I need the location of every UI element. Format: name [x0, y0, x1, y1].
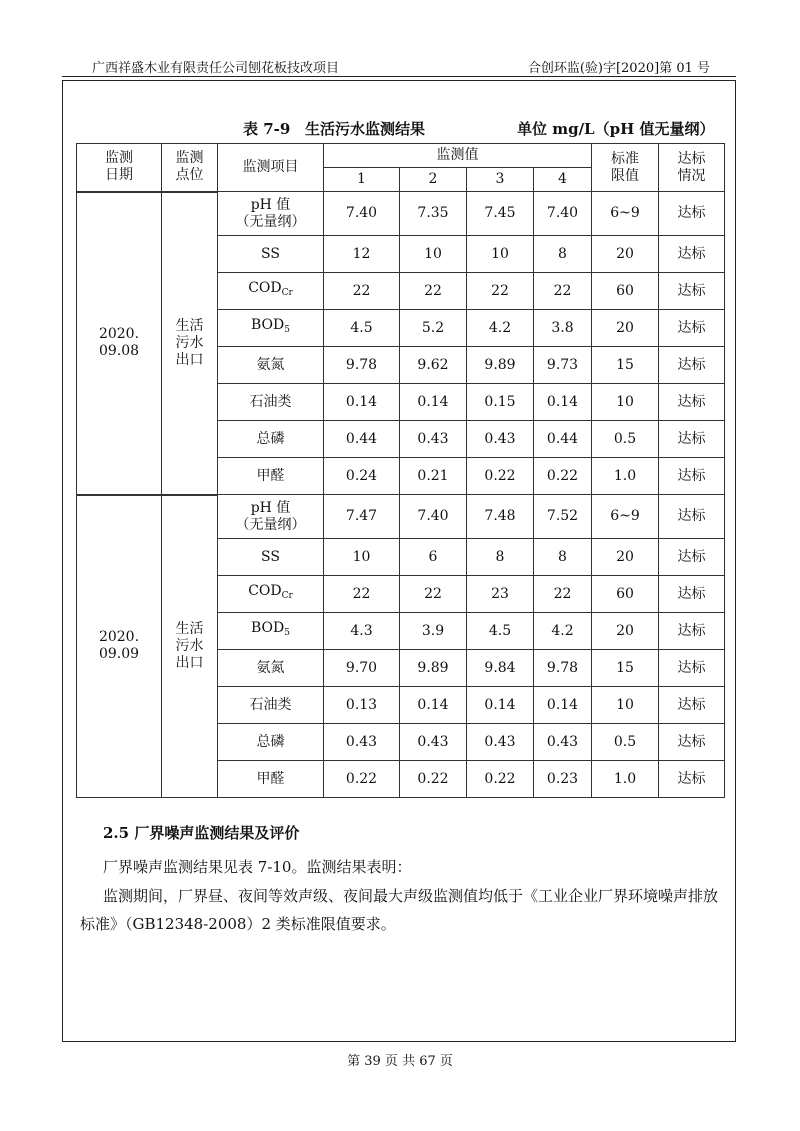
monitoring-item: SS [218, 539, 324, 576]
value-run-1: 0.22 [324, 761, 400, 798]
standard-limit: 6~9 [592, 495, 659, 539]
value-run-2: 3.9 [400, 613, 467, 650]
value-run-3: 7.48 [467, 495, 534, 539]
value-run-4: 8 [534, 236, 592, 273]
value-run-1: 22 [324, 576, 400, 613]
standard-limit: 20 [592, 310, 659, 347]
monitoring-table [76, 143, 725, 798]
value-run-1: 10 [324, 539, 400, 576]
standard-limit: 10 [592, 687, 659, 724]
value-run-4: 7.40 [534, 192, 592, 236]
standard-limit: 1.0 [592, 458, 659, 495]
monitoring-item: 石油类 [218, 384, 324, 421]
value-run-1: 22 [324, 273, 400, 310]
value-run-1: 4.5 [324, 310, 400, 347]
header-item: 监测项目 [218, 144, 324, 192]
compliance-status: 达标 [659, 384, 725, 421]
value-run-2: 22 [400, 576, 467, 613]
value-run-2: 10 [400, 236, 467, 273]
standard-limit: 20 [592, 613, 659, 650]
value-run-4: 0.43 [534, 724, 592, 761]
standard-limit: 15 [592, 347, 659, 384]
value-run-4: 0.14 [534, 687, 592, 724]
value-run-3: 10 [467, 236, 534, 273]
standard-limit: 10 [592, 384, 659, 421]
value-run-2: 0.14 [400, 687, 467, 724]
value-run-3: 9.84 [467, 650, 534, 687]
value-run-3: 4.2 [467, 310, 534, 347]
monitoring-item: $BOD_5$ [218, 613, 324, 650]
monitoring-item: $COD_{Cr}$ [218, 576, 324, 613]
value-run-2: 6 [400, 539, 467, 576]
standard-limit: 20 [592, 539, 659, 576]
header-run-4: 4 [534, 168, 592, 192]
header-limit: 标准 限值 [592, 144, 659, 192]
monitoring-item: pH 值 （无量纲） [218, 495, 324, 539]
header-report-number: 合创环监(验)字[2020]第 01 号 [527, 61, 710, 76]
value-run-1: 9.70 [324, 650, 400, 687]
header-status: 达标 情况 [659, 144, 725, 192]
value-run-1: 0.44 [324, 421, 400, 458]
value-run-1: 7.40 [324, 192, 400, 236]
compliance-status: 达标 [659, 650, 725, 687]
paragraph-intro: 厂界噪声监测结果见表 7-10。监测结果表明： [103, 858, 412, 876]
standard-limit: 0.5 [592, 421, 659, 458]
value-run-3: 23 [467, 576, 534, 613]
header-site: 监测 点位 [162, 144, 218, 192]
table-caption [0, 118, 800, 142]
value-run-3: 9.89 [467, 347, 534, 384]
value-run-4: 7.52 [534, 495, 592, 539]
monitoring-item: 甲醛 [218, 761, 324, 798]
header-rule [62, 76, 736, 77]
value-run-3: 8 [467, 539, 534, 576]
value-run-1: 9.78 [324, 347, 400, 384]
compliance-status: 达标 [659, 724, 725, 761]
monitoring-item: $BOD_5$ [218, 310, 324, 347]
monitoring-item: 甲醛 [218, 458, 324, 495]
value-run-2: 7.40 [400, 495, 467, 539]
monitoring-item: 氨氮 [218, 347, 324, 384]
monitoring-item: pH 值 （无量纲） [218, 192, 324, 236]
compliance-status: 达标 [659, 347, 725, 384]
header-date: 监测 日期 [77, 144, 162, 192]
value-run-4: 0.23 [534, 761, 592, 798]
value-run-2: 0.22 [400, 761, 467, 798]
monitoring-item: 总磷 [218, 421, 324, 458]
compliance-status: 达标 [659, 273, 725, 310]
table-row [77, 192, 725, 236]
standard-limit: 0.5 [592, 724, 659, 761]
standard-limit: 1.0 [592, 761, 659, 798]
value-run-2: 9.62 [400, 347, 467, 384]
header-project-name: 广西祥盛木业有限责任公司刨花板技改项目 [92, 61, 340, 76]
paragraph-conclusion: 监测期间，厂界昼、夜间等效声级、夜间最大声级监测值均低于《工业企业厂界环境噪声排放标准》（GB12348-2008）2 类标准限值要求。 [80, 887, 719, 933]
monitoring-site: 生活 污水 出口 [162, 192, 218, 495]
value-run-4: 9.78 [534, 650, 592, 687]
header-run-2: 2 [400, 168, 467, 192]
value-run-2: 0.14 [400, 384, 467, 421]
page-footer: 第 39 页 共 67 页 [347, 1054, 453, 1069]
value-run-4: 22 [534, 273, 592, 310]
value-run-3: 22 [467, 273, 534, 310]
value-run-4: 3.8 [534, 310, 592, 347]
header-run-1: 1 [324, 168, 400, 192]
value-run-3: 0.15 [467, 384, 534, 421]
value-run-2: 9.89 [400, 650, 467, 687]
value-run-3: 7.45 [467, 192, 534, 236]
compliance-status: 达标 [659, 576, 725, 613]
compliance-status: 达标 [659, 236, 725, 273]
value-run-1: 0.13 [324, 687, 400, 724]
value-run-3: 0.22 [467, 458, 534, 495]
table-unit: 单位 mg/L（pH 值无量纲） [517, 120, 715, 138]
value-run-1: 12 [324, 236, 400, 273]
monitoring-item: SS [218, 236, 324, 273]
standard-limit: 15 [592, 650, 659, 687]
value-run-1: 4.3 [324, 613, 400, 650]
table-title: 生活污水监测结果 [305, 120, 426, 138]
value-run-4: 0.14 [534, 384, 592, 421]
header-value: 监测值 [324, 144, 592, 168]
value-run-4: 4.2 [534, 613, 592, 650]
table-number: 表 7-9 [243, 120, 291, 138]
monitoring-item: $COD_{Cr}$ [218, 273, 324, 310]
section-title: 2.5 厂界噪声监测结果及评价 [103, 824, 300, 842]
compliance-status: 达标 [659, 192, 725, 236]
monitoring-item: 氨氮 [218, 650, 324, 687]
header-run-3: 3 [467, 168, 534, 192]
table-row [77, 495, 725, 539]
value-run-3: 0.43 [467, 724, 534, 761]
compliance-status: 达标 [659, 421, 725, 458]
compliance-status: 达标 [659, 310, 725, 347]
value-run-1: 7.47 [324, 495, 400, 539]
monitoring-item: 总磷 [218, 724, 324, 761]
compliance-status: 达标 [659, 761, 725, 798]
value-run-2: 5.2 [400, 310, 467, 347]
compliance-status: 达标 [659, 687, 725, 724]
value-run-4: 0.44 [534, 421, 592, 458]
monitoring-item: 石油类 [218, 687, 324, 724]
value-run-2: 0.43 [400, 421, 467, 458]
value-run-1: 0.24 [324, 458, 400, 495]
standard-limit: 60 [592, 576, 659, 613]
value-run-3: 0.22 [467, 761, 534, 798]
value-run-1: 0.43 [324, 724, 400, 761]
value-run-2: 0.21 [400, 458, 467, 495]
value-run-2: 0.43 [400, 724, 467, 761]
compliance-status: 达标 [659, 495, 725, 539]
monitoring-site: 生活 污水 出口 [162, 495, 218, 798]
monitoring-date: 2020. 09.09 [77, 495, 162, 798]
compliance-status: 达标 [659, 539, 725, 576]
monitoring-date: 2020. 09.08 [77, 192, 162, 495]
value-run-1: 0.14 [324, 384, 400, 421]
value-run-4: 0.22 [534, 458, 592, 495]
compliance-status: 达标 [659, 458, 725, 495]
standard-limit: 20 [592, 236, 659, 273]
value-run-3: 0.14 [467, 687, 534, 724]
value-run-2: 22 [400, 273, 467, 310]
value-run-3: 0.43 [467, 421, 534, 458]
value-run-4: 9.73 [534, 347, 592, 384]
value-run-4: 8 [534, 539, 592, 576]
standard-limit: 6~9 [592, 192, 659, 236]
compliance-status: 达标 [659, 613, 725, 650]
value-run-4: 22 [534, 576, 592, 613]
standard-limit: 60 [592, 273, 659, 310]
value-run-3: 4.5 [467, 613, 534, 650]
value-run-2: 7.35 [400, 192, 467, 236]
